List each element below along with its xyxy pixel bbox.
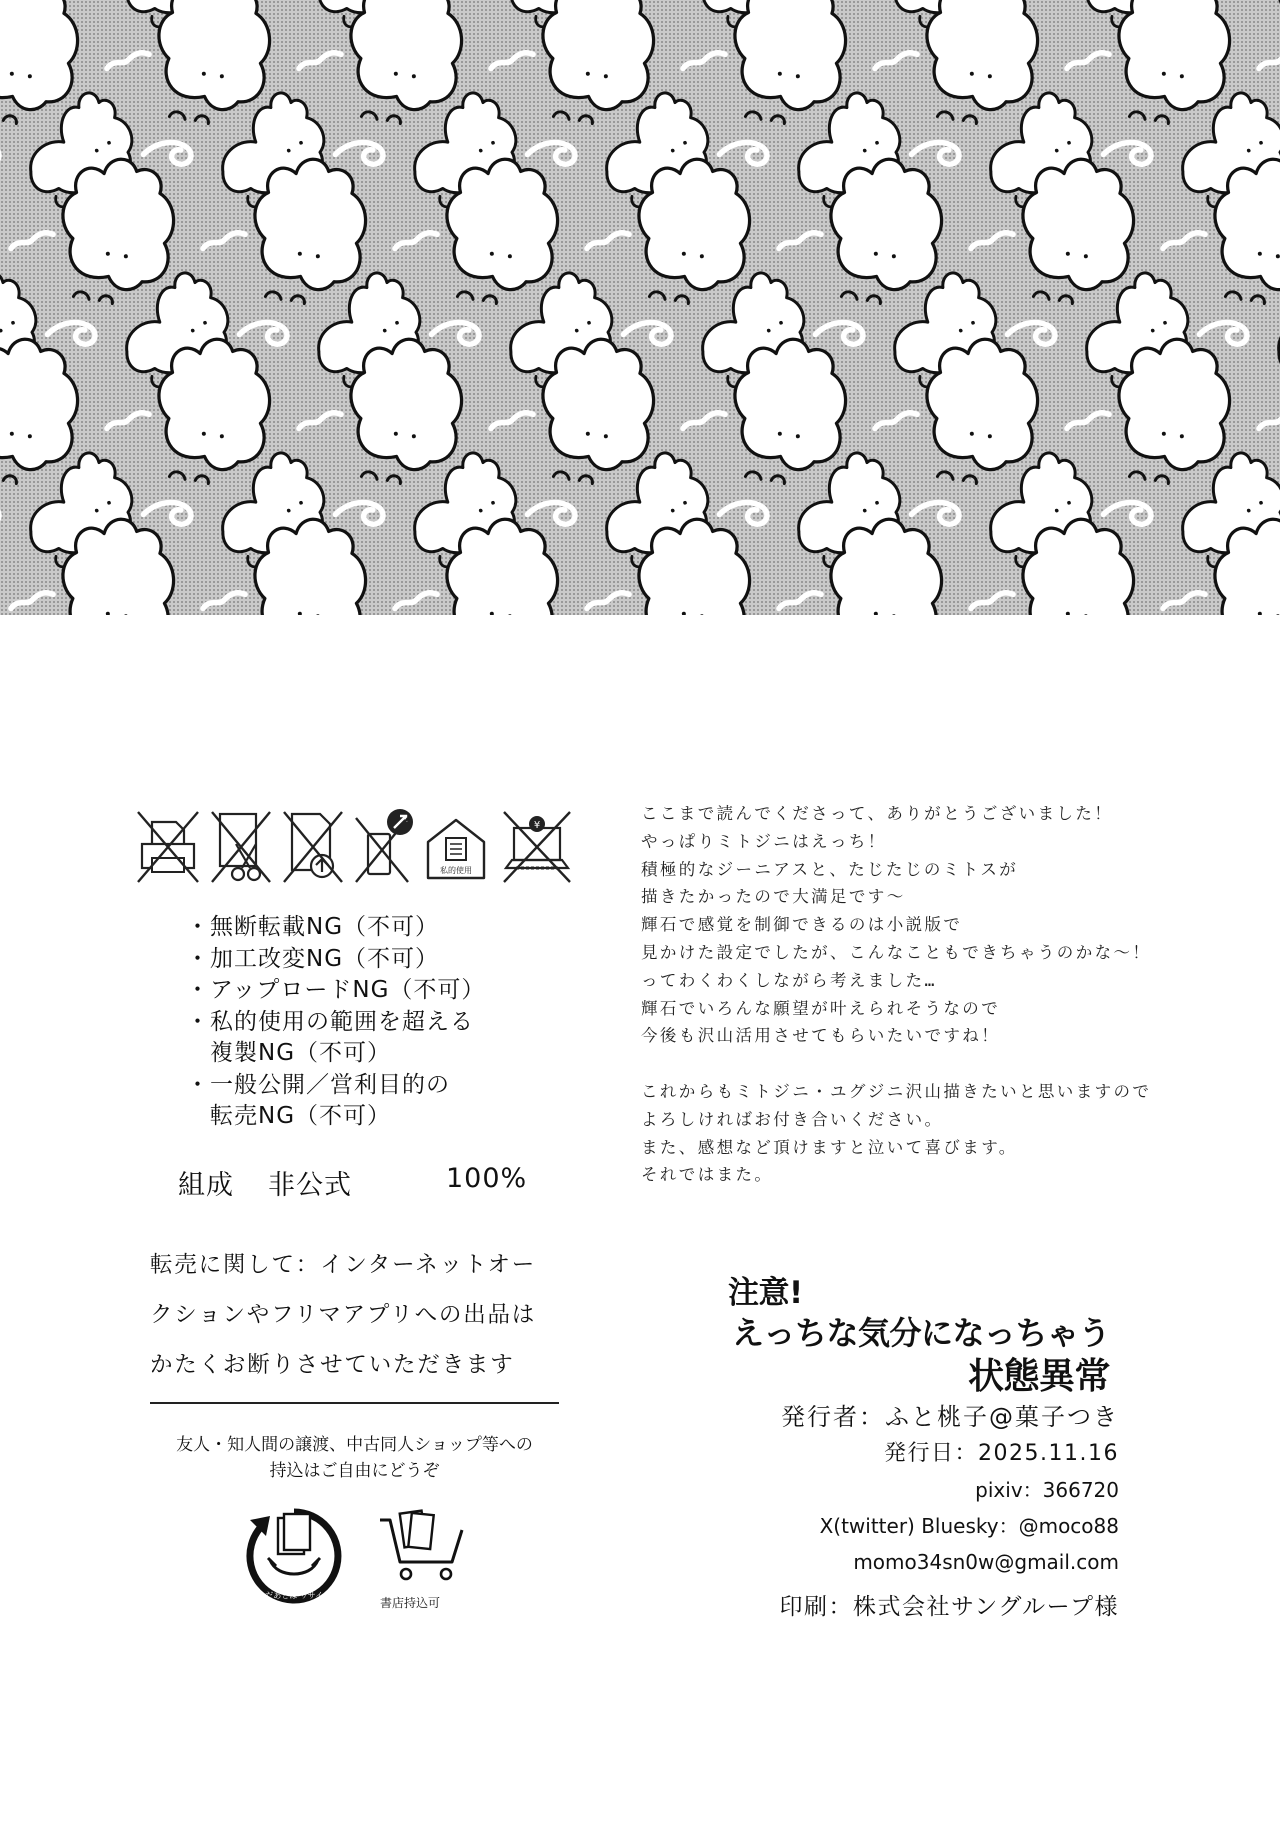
rule-text: 加工改変NG（不可） [210,945,440,972]
bunny-pattern-band [0,0,1280,615]
tail-motif [105,51,150,68]
tail-motif [911,143,959,165]
rule-text: 一般公開／営利目的の [210,1071,450,1098]
rule-bullet: ・ [186,914,210,940]
no-upload-icon [284,812,342,882]
tail-motif [719,143,767,165]
pixiv-id: pixiv：366720 [975,1478,1119,1502]
tail-motif [1199,323,1247,345]
afterword-line: 積極的なジーニアスと、たじたじのミトスが [641,859,1019,879]
contact-email: momo34sn0w@gmail.com [853,1550,1119,1574]
tail-motif [969,231,1014,248]
tail-motif [489,411,534,428]
resale-notice [150,1240,570,1390]
rule-item-continued: 複製NG（不可） [210,1040,392,1066]
tail-motif [431,323,479,345]
recycle-caption: よんだあとは リサイクル [249,1591,339,1600]
rule-text: アップロードNG（不可） [210,977,486,1003]
tail-motif [143,143,191,165]
no-print-icon [138,812,198,882]
friend-notice-line: 友人・知人間の譲渡、中古同人ショップ等への [176,1435,533,1455]
tail-motif [777,231,822,248]
publisher: 発行者：ふと桃子@菓子つき [781,1403,1119,1431]
tail-motif [777,591,822,608]
tail-motif [585,591,630,608]
printer-credit: 印刷：株式会社サングループ様 [779,1594,1119,1620]
publish-date: 発行日：2025.11.16 [884,1441,1119,1466]
tail-motif [1007,323,1055,345]
tail-motif [623,323,671,345]
afterword [641,800,1251,1189]
bunny-pattern [0,0,1280,615]
bunny-motif [1263,0,1280,33]
afterword-line: 今後も沢山活用させてもらいたいですね！ [641,1026,1001,1046]
resale-notice-line: かたくお断りさせていただきます [150,1352,515,1378]
composition-material: 非公式 [268,1170,352,1201]
tail-motif [911,503,959,525]
title-line-warning: 注意! [727,1275,803,1311]
tail-motif [1257,51,1280,68]
rule-bullet: ・ [186,977,210,1003]
tail-motif [1257,411,1280,428]
svg-text:¥: ¥ [533,820,541,831]
book-title [727,1274,1110,1400]
rule-text: 私的使用の範囲を超える [210,1008,474,1035]
bookstore-caption: 書店持込可 [380,1596,441,1610]
tail-motif [1065,51,1110,68]
tail-motif [1065,411,1110,428]
composition-label: 組成 [178,1170,234,1201]
composition-percent: 100% [446,1163,528,1194]
tail-motif [719,503,767,525]
resale-notice-line: 転売に関して：インターネットオー [150,1252,537,1278]
tail-motif [527,143,575,165]
afterword-line: これからもミトジニ・ユグジニ沢山描きたいと思いますので [641,1081,1152,1101]
no-cut-icon [212,812,270,882]
tail-motif [143,503,191,525]
rule-item [186,912,606,944]
tail-motif [47,323,95,345]
tail-motif [1161,591,1206,608]
no-phone-share-icon [356,809,413,882]
rule-item [186,944,606,976]
resale-notice-line: クションやフリマアプリへの出品は [150,1302,537,1328]
afterword-line: ここまで読んでくださって、ありがとうございました！ [641,804,1114,823]
tail-motif [9,231,54,248]
afterword-line: また、感想など頂けますと泣いて喜びます。 [641,1137,1018,1157]
afterword-line: 描きたかったので大満足です～ [641,887,906,907]
tail-motif [105,411,150,428]
rule-bullet: ・ [186,1008,210,1035]
tail-motif [873,411,918,428]
title-line-sub: 状態異常 [967,1356,1110,1397]
afterword-line: 見かけた設定でしたが、こんなこともできちゃうのかな～！ [641,942,1152,962]
recycle-icon [244,1506,344,1606]
tail-motif [297,411,342,428]
tail-motif [297,51,342,68]
usage-rules-list [186,912,606,1133]
tail-motif [393,231,438,248]
private-use-house-icon [428,820,484,878]
rule-item [186,975,606,1007]
private-use-label: 私的使用 [440,866,472,875]
rule-item-continued: 転売NG（不可） [210,1103,392,1129]
afterword-line: それではまた。 [641,1165,774,1185]
tail-motif [335,503,383,525]
bookstore-cart-icon [376,1506,468,1590]
rule-item [186,1007,606,1039]
friend-notice-line: 持込はご自由にどうぞ [269,1461,440,1481]
no-sale-laptop-icon [504,812,570,882]
prohibition-icons [136,808,576,886]
afterword-line: ってわくわくしながら考えました… [641,970,937,990]
tail-motif [815,323,863,345]
tail-motif [527,503,575,525]
tail-motif [489,51,534,68]
title-line-main: えっちな気分になっちゃう [731,1314,1110,1352]
tail-motif [1103,143,1151,165]
tail-motif [239,323,287,345]
bunny-motif [0,333,88,489]
afterword-line: よろしければお付き合いください。 [641,1109,944,1129]
tail-motif [681,51,726,68]
colophon [781,1400,1119,1580]
tail-motif [1161,231,1206,248]
social-handle: X(twitter) Bluesky：@moco88 [819,1514,1119,1538]
afterword-line: 輝石で感覚を制御できるのは小説版で [641,915,963,935]
rule-text: 無断転載NG（不可） [210,914,440,940]
tail-motif [873,51,918,68]
tail-motif [1103,503,1151,525]
rule-bullet: ・ [186,945,210,972]
tail-motif [969,591,1014,608]
divider [150,1402,559,1404]
afterword-blank-line [641,1050,1251,1078]
tail-motif [585,231,630,248]
tail-motif [393,591,438,608]
tail-motif [201,231,246,248]
tail-motif [9,591,54,608]
tail-motif [335,143,383,165]
friend-transfer-notice [150,1432,559,1484]
afterword-line: 輝石でいろんな願望が叶えられそうなので [641,998,1001,1018]
rule-item [186,1070,606,1102]
tail-motif [681,411,726,428]
tail-motif [201,591,246,608]
rule-bullet: ・ [186,1071,210,1098]
afterword-line: やっぱりミトジニはえっち！ [641,831,887,851]
